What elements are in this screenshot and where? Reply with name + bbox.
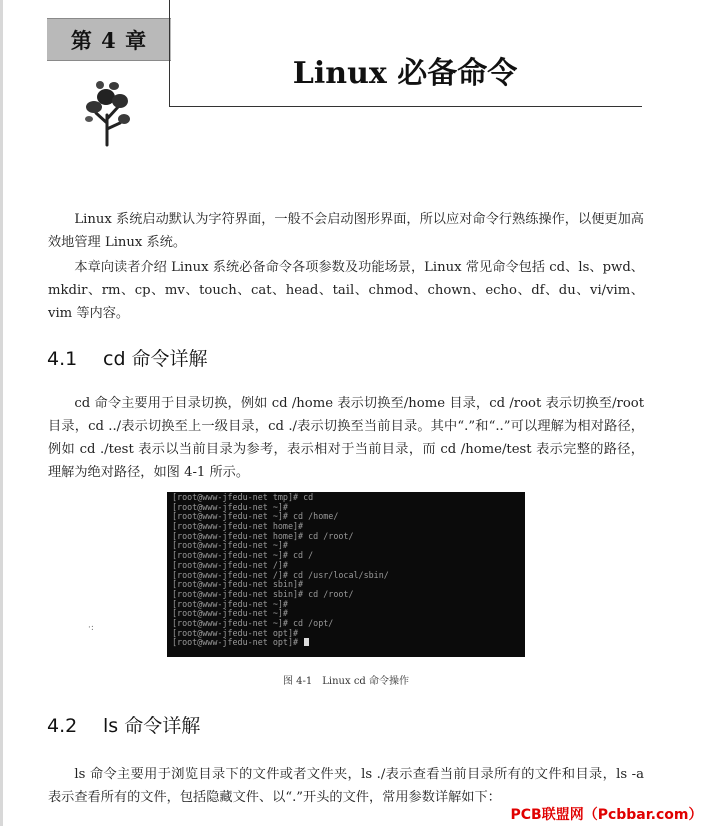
terminal-line: [root@www-jfedu-net ~]# cd /opt/ bbox=[172, 617, 334, 628]
terminal-line: [root@www-jfedu-net home]# bbox=[172, 521, 304, 532]
ls-paragraph: ls 命令主要用于浏览目录下的文件或者文件夹，ls ./表示查看当前目录所有的文件和目录，ls -a 表示查看所有的文件，包括隐藏文件、以“.”开头的文件，常用参数详解如下： bbox=[48, 767, 644, 805]
figure-number: 图 4-1 bbox=[282, 676, 313, 687]
terminal-line: [root@www-jfedu-net ~]# bbox=[172, 540, 288, 551]
terminal-line: [root@www-jfedu-net tmp]# cd bbox=[172, 492, 314, 502]
terminal-line: [root@www-jfedu-net ~]# bbox=[172, 501, 288, 512]
section-heading-4-1 bbox=[47, 346, 208, 372]
scan-speck: ·: bbox=[88, 623, 94, 633]
terminal-line: [root@www-jfedu-net opt]# bbox=[172, 637, 304, 648]
terminal-last-line bbox=[172, 638, 525, 648]
terminal-line: [root@www-jfedu-net ~]# bbox=[172, 598, 288, 609]
terminal-line: [root@www-jfedu-net opt]# bbox=[172, 627, 299, 638]
intro-paragraph-1: Linux 系统启动默认为字符界面，一般不会启动图形界面，所以应对命令行熟练操作，以便更加高效地管理 Linux 系统。 bbox=[48, 212, 644, 250]
terminal-line: [root@www-jfedu-net sbin]# bbox=[172, 579, 304, 590]
terminal-line: [root@www-jfedu-net /]# bbox=[172, 559, 288, 570]
terminal-line: [root@www-jfedu-net ~]# cd /home/ bbox=[172, 511, 339, 522]
section-number: 4.1 bbox=[47, 348, 78, 370]
terminal-line: [root@www-jfedu-net /]# cd /usr/local/sbin/ bbox=[172, 569, 389, 580]
cursor-icon bbox=[304, 638, 309, 646]
section-number: 4.2 bbox=[47, 715, 78, 737]
terminal-line: [root@www-jfedu-net ~]# bbox=[172, 608, 288, 619]
section-heading-4-2 bbox=[47, 713, 200, 739]
section-title: cd 命令详解 bbox=[103, 348, 208, 370]
figure-title: Linux cd 命令操作 bbox=[322, 676, 409, 687]
tree-icon bbox=[80, 77, 136, 147]
section-title: ls 命令详解 bbox=[103, 715, 201, 737]
chapter-label: 第 4 章 bbox=[47, 18, 171, 61]
cd-paragraph: cd 命令主要用于目录切换，例如 cd /home 表示切换至/home 目录，cd /root 表示切换至/root 目录，cd ../表示切换至上一级目录，cd ./表示切换至当前目录。其中“.”和“..”可以理解为相对路径，例如 cd ./test 表示以当前目录为参考，表示相对于当前目录，而 cd /home/test 表示完整的路径，理解为绝对路径，如图 4-1 所示。 bbox=[48, 396, 644, 480]
terminal-line: [root@www-jfedu-net sbin]# cd /root/ bbox=[172, 588, 354, 599]
terminal-screenshot bbox=[167, 492, 525, 657]
watermark: PCB联盟网（Pcbbar.com） bbox=[492, 805, 721, 826]
page-left-edge bbox=[0, 0, 3, 826]
figure-caption bbox=[167, 672, 525, 687]
header-vertical-rule bbox=[169, 0, 170, 107]
terminal-line: [root@www-jfedu-net home]# cd /root/ bbox=[172, 530, 354, 541]
terminal-line: [root@www-jfedu-net ~]# cd / bbox=[172, 550, 314, 561]
chapter-title: Linux 必备命令 bbox=[292, 56, 518, 91]
intro-paragraph-2: 本章向读者介绍 Linux 系统必备命令各项参数及功能场景，Linux 常见命令包括 cd、ls、pwd、mkdir、rm、cp、mv、touch、cat、head、tail、chmod、chown、echo、df、du、vi/vim、vim 等内容。 bbox=[48, 260, 644, 321]
header-horizontal-rule bbox=[169, 106, 642, 107]
